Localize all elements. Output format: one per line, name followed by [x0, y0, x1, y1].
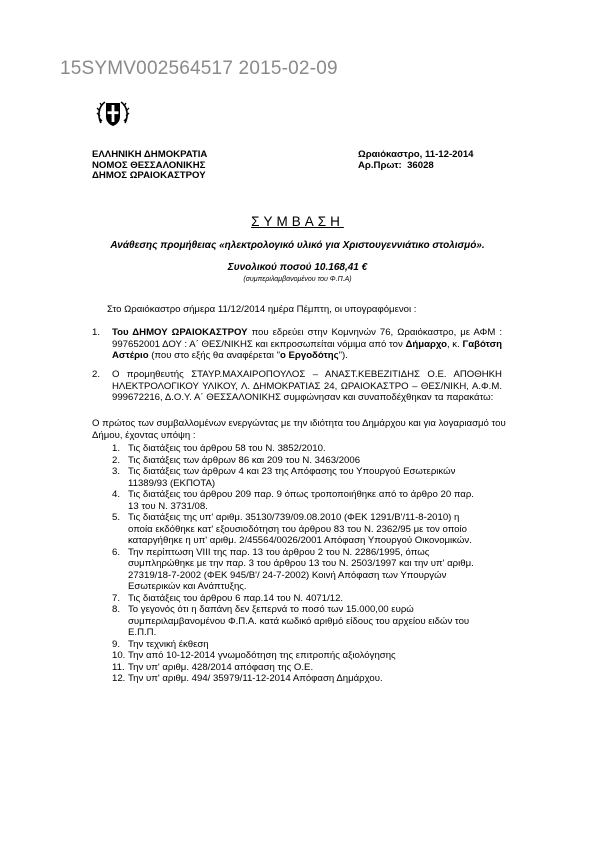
party-2-text: Ο προμηθευτής ΣΤΑΥΡ.ΜΑΧΑΙΡΟΠΟΥΛΟΣ – ΑΝΑΣΤ.ΚΕΒΕΖΙΤΙΔΗΣ Ο.Ε. ΑΠΟΘΗΚΗ ΗΛΕΚΤΡΟΛΟΓΙΚΟΥ ΥΛΙΚΟΥ, Λ. ΔΗΜΟΚΡΑΤΙΑΣ 24, ΩΡΑΙΟΚΑΣΤΡΟ – ΘΕΣ/ΝΙΚΗ, Α.Φ.Μ. 999672216, Δ.Ο.Υ. Α΄ ΘΕΣΣΑΛΟΝΙΚΗΣ συμφώνησαν και συναποδέχθηκαν τα παρακάτω:: [112, 369, 502, 403]
consideration-number: 7.: [112, 592, 121, 604]
party-2-number: 2.: [92, 369, 101, 380]
consideration-number: 3.: [112, 466, 121, 477]
consideration-number: 11.: [112, 661, 125, 673]
consideration-item: [112, 512, 482, 547]
document-watermark-id: 15SYMV002564517 2015-02-09: [60, 58, 338, 79]
consideration-item: [112, 455, 482, 467]
consideration-text: Την τεχνική έκθεση: [128, 638, 209, 650]
consideration-item: [112, 650, 482, 662]
consideration-number: 1.: [112, 443, 121, 454]
consideration-text: Τις διατάξεις των άρθρων 4 και 23 της Απόφασης του Υπουργού Εσωτερικών 11389/93 (ΕΚΠΟΤΑ): [128, 466, 456, 489]
party-2: [92, 369, 502, 404]
consideration-item: [112, 673, 482, 685]
consideration-number: 10.: [112, 650, 126, 661]
consideration-text: Την περίπτωση VIII της παρ. 13 του άρθρου 2 του Ν. 2286/1995, όπως συμπληρώθηκε με την παρ. 3 του άρθρου 13 του Ν. 2503/1997 και την υπ' αριθμ. 27319/18-7-2002 (ΦΕΚ 945/Β'/ 24-7-2002) Κοινή Απόφαση των Υπουργών Εσωτερικών και Ανάπτυξης.: [128, 546, 474, 592]
intro-paragraph: Στο Ωραιόκαστρο σήμερα 11/12/2014 ημέρα Πέμπτη, οι υπογραφόμενοι :: [107, 304, 417, 315]
consideration-number: 8.: [112, 604, 121, 615]
consideration-item: [112, 466, 482, 489]
vat-note: (συμπεριλαμβανομένου του Φ.Π.Α): [243, 276, 352, 283]
consideration-text: Την υπ' αριθμ. 428/2014 απόφαση της Ο.Ε.: [128, 661, 314, 673]
contract-subject: Ανάθεσης προμήθειας «ηλεκτρολογικό υλικό για Χριστουγεννιάτικο στολισμό».: [110, 240, 485, 251]
party-1-text-c: (που στο εξής θα αναφέρεται ": [148, 350, 280, 361]
consideration-item: [112, 604, 482, 639]
consideration-text: Τις διατάξεις του άρθρου 58 του Ν. 3852/2010.: [128, 443, 326, 454]
consideration-number: 12.: [112, 673, 126, 684]
authority-municipality: ΔΗΜΟΣ ΩΡΑΙΟΚΑΣΤΡΟΥ: [92, 170, 206, 181]
party-1-mayor: Δήμαρχο: [405, 338, 447, 350]
party-1-number: 1.: [92, 327, 101, 338]
authority-prefecture: ΝΟΜΟΣ ΘΕΣΣΑΛΟΝΙΚΗΣ: [92, 159, 206, 171]
consideration-item: [112, 547, 482, 593]
consideration-number: 2.: [112, 454, 121, 466]
party-1-text-a: που εδρεύει στην Κομνηνών 76, Ωραιόκαστρο, με ΑΦΜ : 997652001 ΔΟΥ : Α΄ ΘΕΣ/ΝΙΚΗΣ και εκπροσωπείται νόμιμα από τον: [112, 327, 502, 350]
consideration-text: Τις διατάξεις του άρθρου 6 παρ.14 του Ν. 4071/12.: [128, 592, 344, 604]
consideration-number: 4.: [112, 489, 121, 500]
consideration-text: Την υπ' αριθμ. 494/ 35979/11-12-2014 Απόφαση Δημάρχου.: [128, 673, 383, 684]
protocol-label: Αρ.Πρωτ:: [358, 159, 402, 171]
considerations-list: [112, 443, 482, 685]
coat-of-arms-icon: [96, 97, 130, 131]
consideration-number: 5.: [112, 512, 121, 523]
consideration-item: [112, 489, 482, 512]
consideration-text: Την από 10-12-2014 γνωμοδότηση της επιτροπής αξιολόγησης: [128, 650, 396, 661]
party-1-municipality: Του ΔΗΜΟΥ ΩΡΑΙΟΚΑΣΤΡΟΥ: [112, 327, 248, 338]
party-1-text-d: ").: [338, 350, 348, 361]
consideration-item: [112, 593, 482, 605]
consideration-text: Το γεγονός ότι η δαπάνη δεν ξεπερνά το ποσό των 15.000,00 ευρώ συμπεριλαμβανομένου Φ.Π.Α. κατά κωδικό αριθμό είδους του αρχείου ειδών του Ε.Π.Π.: [128, 604, 470, 638]
consideration-text: Τις διατάξεις της υπ' αριθμ. 35130/739/09.08.2010 (ΦΕΚ 1291/Β'/11-8-2010) η οποία εκδόθηκε κατ' εξουσιοδότηση του άρθρου 83 του Ν. 2362/95 με τον οποίο καταργήθηκε η υπ' αριθμ. 2/45564/0026/2001 Απόφαση Υπουργού Οικονομικών.: [128, 512, 472, 546]
issuing-authority: [92, 150, 207, 182]
consideration-item: [112, 639, 482, 651]
document-date: Ωραιόκαστρο, 11-12-2014: [358, 149, 474, 160]
contract-amount: Συνολικού ποσού 10.168,41 €: [227, 262, 368, 273]
consideration-number: 9.: [112, 638, 121, 650]
document-title: ΣΥΜΒΑΣΗ: [251, 214, 344, 229]
protocol-line: [358, 161, 474, 172]
party-1-role: ο Εργοδότης: [280, 350, 339, 361]
party-1-name: Γαβότση Αστέριο: [112, 338, 502, 361]
consideration-text: Τις διατάξεις των άρθρων 86 και 209 του Ν. 3463/2006: [128, 454, 361, 466]
consideration-item: [112, 443, 482, 455]
consideration-item: [112, 662, 482, 674]
authority-country: ΕΛΛΗΝΙΚΗ ΔΗΜΟΚΡΑΤΙΑ: [92, 149, 208, 160]
party-1-text-b: , κ.: [446, 338, 463, 350]
consideration-number: 6.: [112, 546, 121, 558]
preamble-paragraph: Ο πρώτος των συμβαλλομένων ενεργώντας με την ιδιότητα του Δημάρχου και για λογαριασμό του Δήμου, έχοντας υπόψη :: [92, 418, 506, 441]
consideration-text: Τις διατάξεις του άρθρου 209 παρ. 9 όπως τροποποιήθηκε από το άρθρο 20 παρ. 13 του Ν. 3731/08.: [128, 489, 474, 512]
protocol-number: 36028: [407, 159, 434, 171]
party-1: [92, 327, 502, 362]
document-meta: [358, 150, 474, 171]
